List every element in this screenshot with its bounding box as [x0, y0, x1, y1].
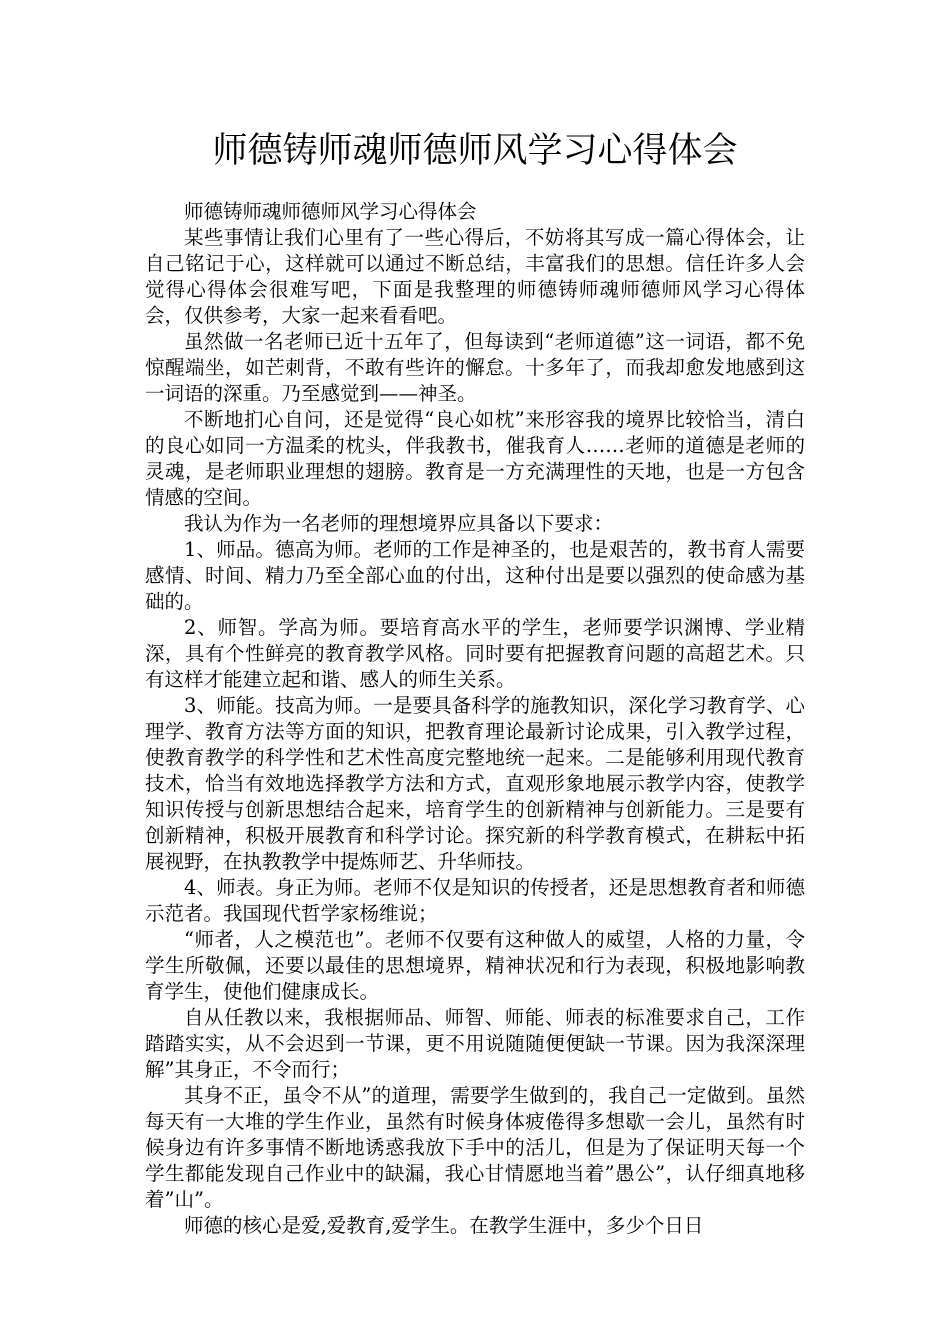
paragraph: 自从任教以来，我根据师品、师智、师能、师表的标准要求自己，工作踏踏实实，从不会迟到一节课，更不用说随随便便缺一节课。因为我深深理解”其身正，不令而行；	[145, 1006, 805, 1081]
paragraph: 3、师能。技高为师。一是要具备科学的施教知识，深化学习教育学、心理学、教育方法等方面的知识，把教育理论最新讨论成果，引入教学过程，使教育教学的科学性和艺术性高度完整地统一起来。二是能够利用现代教育技术，恰当有效地选择教学方法和方式，直观形象地展示教学内容，使教学知识传授与创新思想结合起来，培育学生的创新精神与创新能力。三是要有创新精神，积极开展教育和科学讨论。探究新的科学教育模式，在耕耘中拓展视野，在执教教学中提炼师艺、升华师技。	[145, 694, 805, 873]
document-body	[145, 199, 805, 1239]
paragraph: 师德铸师魂师德师风学习心得体会	[184, 200, 477, 223]
paragraph: “师者，人之模范也”。老师不仅要有这种做人的威望，人格的力量，令学生所敬佩，还要以最佳的思想境界，精神状况和行为表现，积极地影响教育学生，使他们健康成长。	[145, 928, 805, 1003]
paragraph: 某些事情让我们心里有了一些心得后，不妨将其写成一篇心得体会，让自己铭记于心，这样就可以通过不断总结，丰富我们的思想。信任许多人会觉得心得体会很难写吧，下面是我整理的师德铸师魂师德师风学习心得体会，仅供参考，大家一起来看看吧。	[145, 226, 805, 327]
paragraph: 1、师品。德高为师。老师的工作是神圣的，也是艰苦的，教书育人需要感情、时间、精力乃至全部心血的付出，这种付出是要以强烈的使命感为基础的。	[145, 538, 805, 613]
paragraph: 不断地扪心自问，还是觉得“良心如枕”来形容我的境界比较恰当，清白的良心如同一方温柔的枕头，伴我教书，催我育人……老师的道德是老师的灵魂，是老师职业理想的翅膀。教育是一方充满理性的天地，也是一方包含情感的空间。	[145, 408, 805, 509]
paragraph: 其身不正，虽令不从”的道理，需要学生做到的，我自己一定做到。虽然每天有一大堆的学生作业，虽然有时候身体疲倦得多想歇一会儿，虽然有时候身边有许多事情不断地诱惑我放下手中的活儿，但是为了保证明天每一个学生都能发现自己作业中的缺漏，我心甘情愿地当着”愚公”，认仔细真地移着”山”。	[145, 1084, 805, 1211]
paragraph: 师德的核心是爱,爱教育,爱学生。在教学生涯中，多少个日日	[184, 1214, 704, 1237]
paragraph: 我认为作为一名老师的理想境界应具备以下要求：	[184, 512, 614, 535]
paragraph: 4、师表。身正为师。老师不仅是知识的传授者，还是思想教育者和师德示范者。我国现代哲学家杨维说；	[145, 876, 805, 925]
paragraph: 虽然做一名老师已近十五年了，但每读到“老师道德”这一词语，都不免惊醒端坐，如芒刺背，不敢有些许的懈怠。十多年了，而我却愈发地感到这一词语的深重。乃至感觉到——神圣。	[145, 330, 805, 405]
document-title: 师德铸师魂师德师风学习心得体会	[212, 131, 738, 171]
paragraph: 2、师智。学高为师。要培育高水平的学生，老师要学识渊博、学业精深，具有个性鲜亮的教育教学风格。同时要有把握教育问题的高超艺术。只有这样才能建立起和谐、感人的师生关系。	[145, 616, 805, 691]
